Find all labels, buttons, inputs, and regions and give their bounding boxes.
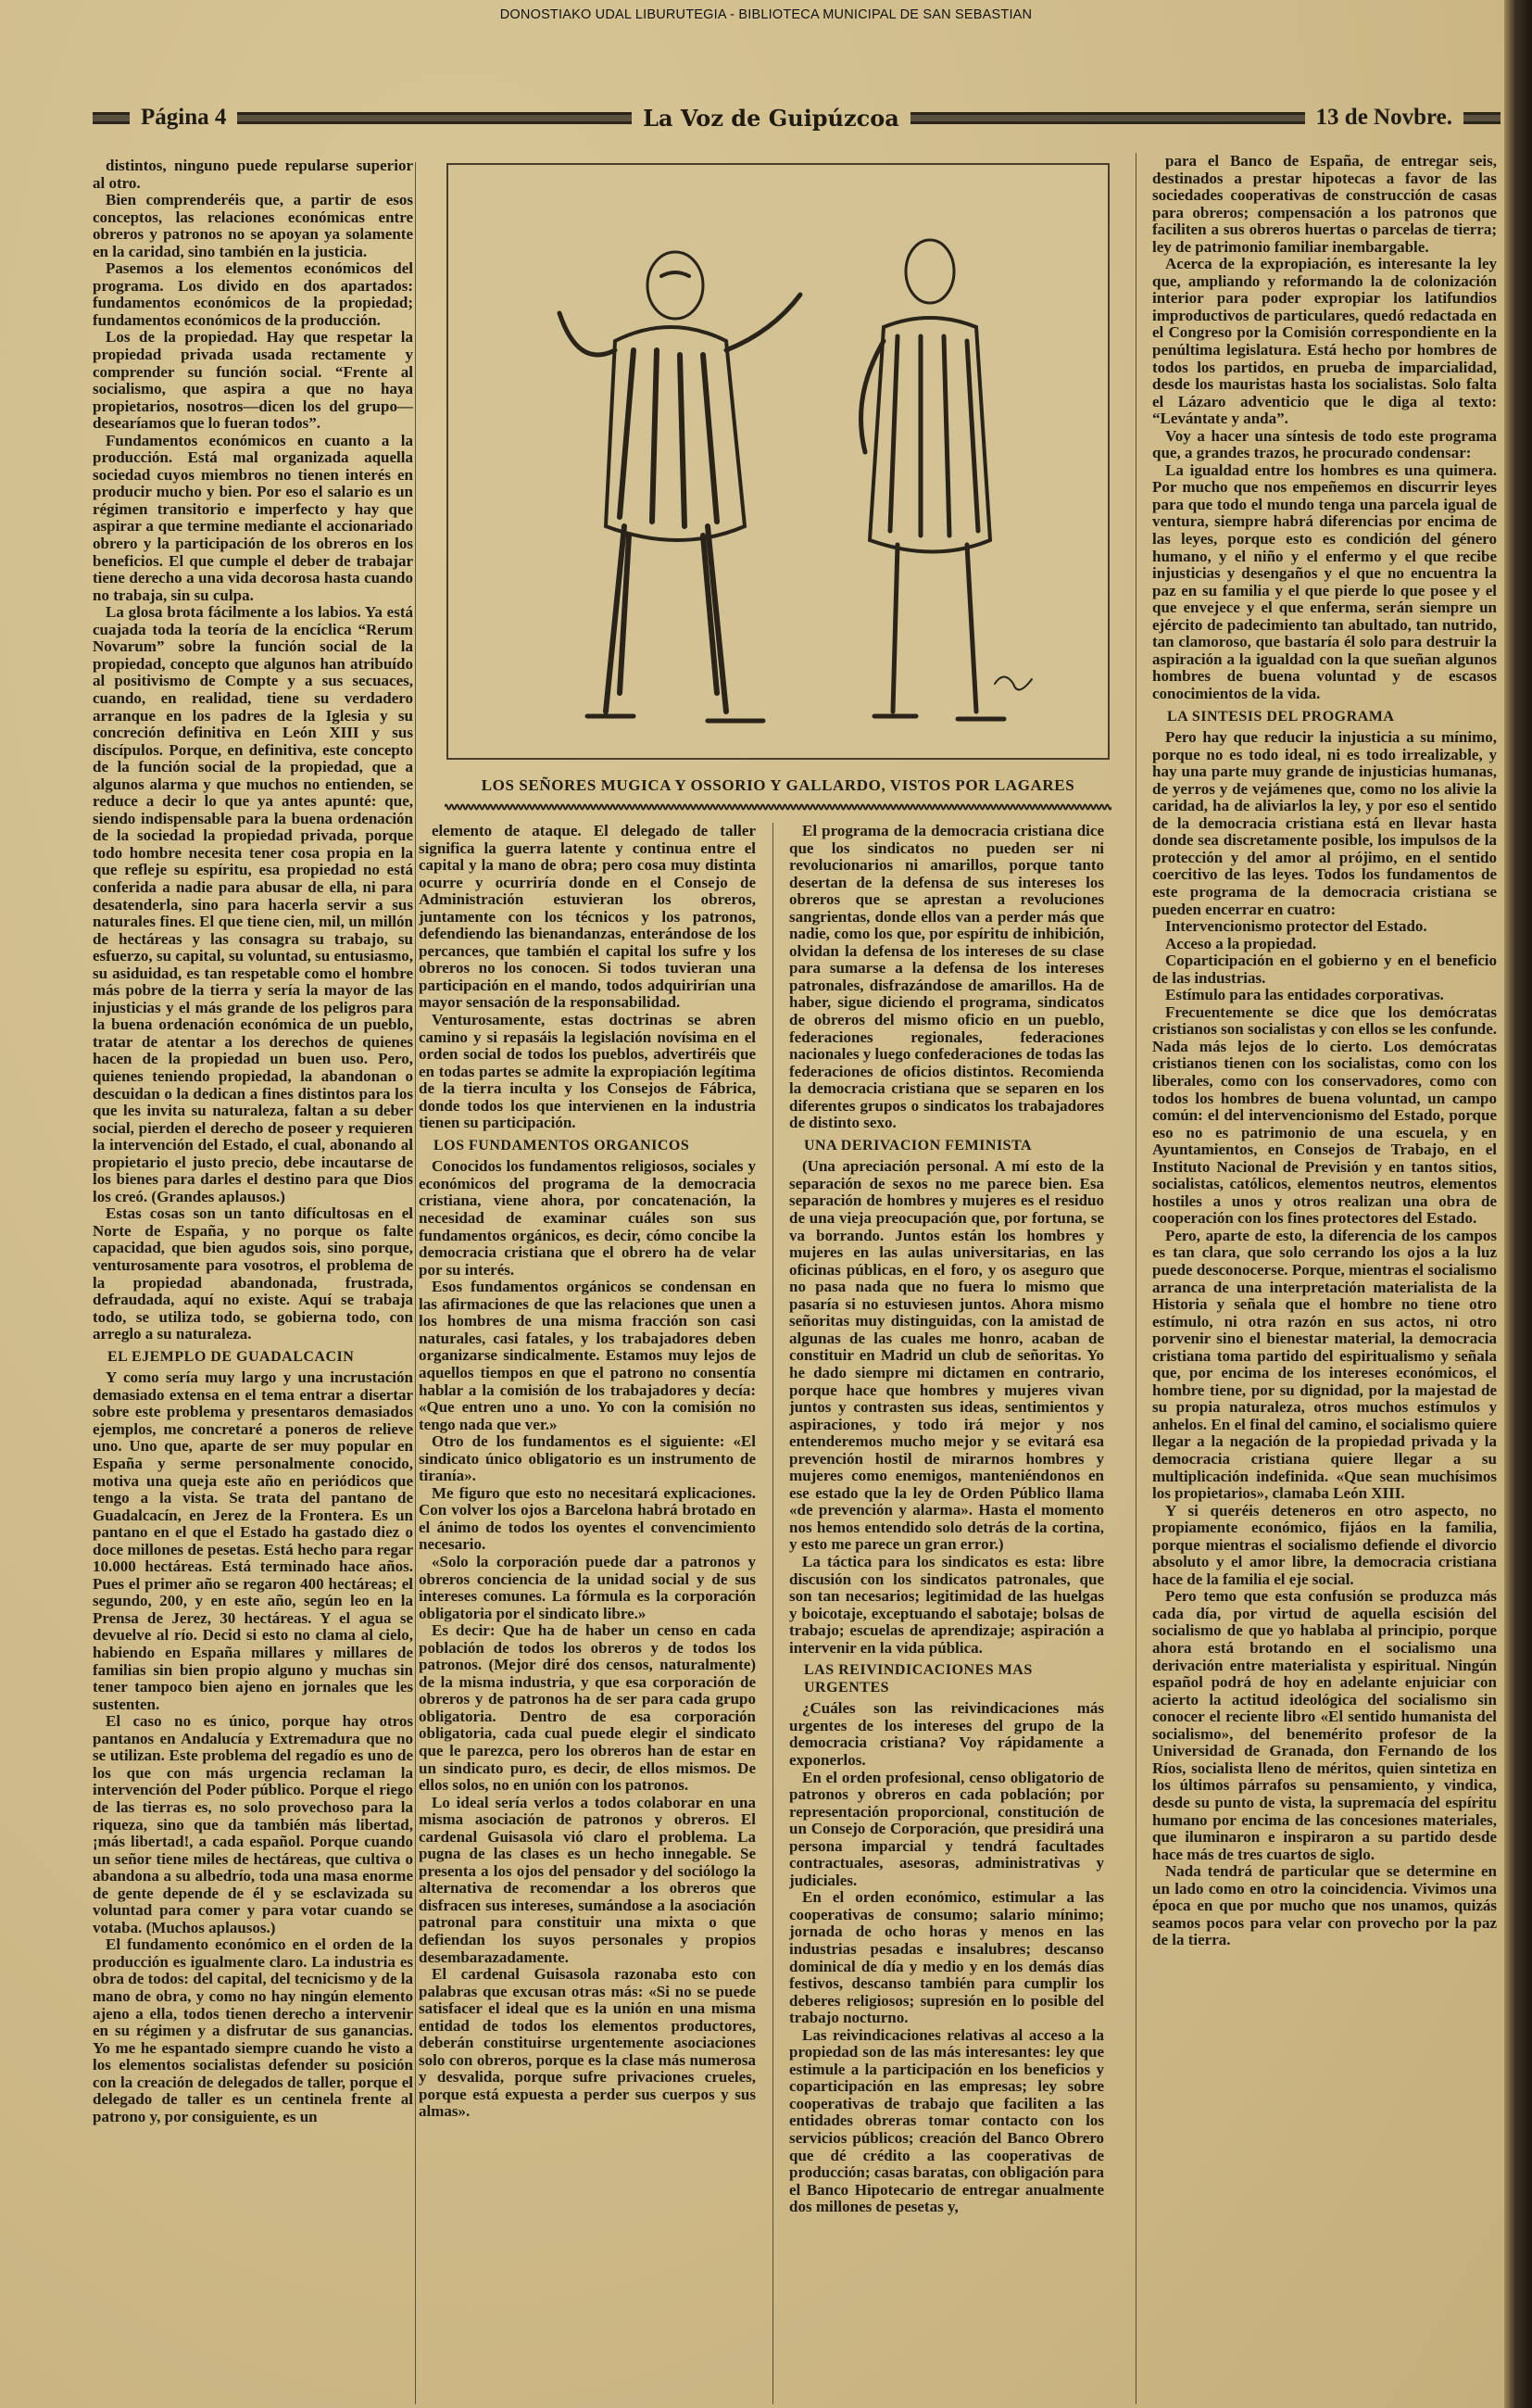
article-paragraph: Pasemos a los elementos económicos del programa. Los divido en dos apartados: fundamentos económicos de la propiedad; fundamentos económicos de la producción.	[93, 259, 413, 329]
article-paragraph: Y si queréis deteneros en otro aspecto, no propiamente económico, fijáos en la familia, porque mientras el socialismo defiende el divorcio absoluto y el amor libre, la democracia cristiana hace de la familia el eje social.	[1152, 1501, 1497, 1588]
masthead-rule	[237, 112, 632, 124]
page-number: Página 4	[141, 105, 227, 130]
article-column-2	[419, 823, 756, 2404]
article-paragraph: Lo ideal sería verlos a todos colaborar en una misma asociación de patronos y obreros. El cardenal Guisasola vió claro el problema. La pugna de las clases es un hecho innegable. Se presenta a los ojos del pensador y del sociólogo la alternativa de recomendar a los obreros que disfracen sus intereses, sumándose a la asociación patronal para constituir una mixta o que defiendan los suyos personales y propios desembarazadamente.	[419, 1793, 756, 1966]
article-paragraph: para el Banco de España, de entregar seis, destinados a prestar hipotecas a favor de las sociedades cooperativas de construcción de casas para obreros; compensación a los patronos que faciliten a sus obreros huertas o parcelas de tierra; ley de patrimonio familiar inembargable.	[1152, 153, 1497, 256]
article-paragraph: Otro de los fundamentos es el siguiente: «El sindicato único obligatorio es un instrumento de tiranía».	[419, 1432, 756, 1485]
article-paragraph: El fundamento económico en el orden de la producción es igualmente claro. La industria es obra de todos: del capital, del tecnicismo y de la mano de obra, y como no hay ningún elemento ajeno a ella, todos tienen derecho a intervenir en su régimen y a disfrutar de sus ganancias. Yo me he espantado siempre cuando he visto a los elementos socialistas defender su posición con la creación de delegados de taller, porque el delegado de taller es un centinela frente al patrono y, por consiguiente, es un	[93, 1935, 413, 2125]
article-paragraph: Pero, aparte de esto, la diferencia de los campos es tan clara, que solo cerrando los ojos a la luz puede desconocerse. Porque, mientras el socialismo arranca de una interpretación materialista de la Historia y señala que el hombre no tiene otro estímulo, ni otra razón en sus actos, ni otro porvenir sino el bienestar material, la democracia cristiana toma partido del espiritualismo y señala que, por encima de los intereses económicos, el hombre tiene, por su dignidad, por la majestad de su propia naturaleza, otros muchos estímulos y anhelos. En el final del camino, el socialismo quiere llegar a la negación de la propiedad privada y la democracia cristiana quiere llegar a su multiplicación indefinida. «Que sean muchísimos los propietarios», clamaba León XIII.	[1152, 1226, 1497, 1503]
article-paragraph: distintos, ninguno puede repularse superior al otro.	[93, 158, 413, 192]
article-paragraph: Pero hay que reducir la injusticia a su mínimo, porque no es todo ideal, ni es todo irrealizable, y hay una parte muy grande de injusticias humanas, de yerros y de vejámenes que, como no los alivie la caridad, ha de aliviarlos la ley, y por eso el sentido de la democracia cristiana está en llevar hasta donde sea discretamente posible, los impulsos de la protección y del amor al prójimo, en el sentido coercitivo de las leyes. Todos los fundamentos de este programa de la democracia cristiana se pueden encerrar en cuatro:	[1152, 728, 1497, 918]
article-paragraph: La táctica para los sindicatos es esta: libre discusión con los sindicatos patronales, que son tan necesarios; legitimidad de las huelgas y boicotaje, exceptuando el sabotaje; bolsas de trabajo; escuelas de aprendizaje; aspiración a intervenir en la vida pública.	[789, 1552, 1104, 1657]
article-paragraph: Me figuro que esto no necesitará explicaciones. Con volver los ojos a Barcelona habrá brotado en el ánimo de todos los oyentes el convencimiento necesario.	[419, 1483, 756, 1554]
article-paragraph: El caso no es único, porque hay otros pantanos en Andalucía y Extremadura que no se utilizan. Este problema del regadío es uno de los que con más urgencia reclaman la intervención del Poder público. Porque el riego de las tierras es, no solo provechoso para la riqueza, sino que da también más libertad, ¡más libertad!, a cada español. Porque cuando un señor tiene miles de hectáreas, que cultiva o abandona a su albedrío, toda una masa enorme de gente depende de él y se esclavizada su voluntad para comer y para votar cuando se votaba. (Muchos aplausos.)	[93, 1712, 413, 1936]
article-paragraph: En el orden profesional, censo obligatorio de patronos y obreros en cada población; por representación proporcional, constitución de un Consejo de Corporación, que presidirá una persona imparcial y tendrá facultades contractuales, asesoras, administrativas y judiciales.	[789, 1768, 1104, 1889]
article-paragraph: Intervencionismo protector del Estado.	[1165, 917, 1427, 936]
article-column-3	[789, 823, 1104, 2404]
article-paragraph: En el orden económico, estimular a las cooperativas de consumo; salario mínimo; jornada de ocho horas y menos en las industrias pesadas e insalubres; descanso dominical de día y medio y en los demás días festivos, descanso también para cumplir los deberes religiosos; supresión en lo posible del trabajo nocturno.	[789, 1888, 1104, 2027]
article-paragraph: Y como sería muy largo y una incrustación demasiado extensa en el tema entrar a disertar sobre este problema y presentaros demasiados ejemplos, me concretaré a poneros de relieve uno. Uno que, aparte de ser muy popular en España y serme personalmente conocido, motiva una queja este año en periódicos que tengo a la vista. Se trata del pantano de Guadalcacín, en Jerez de la Frontera. Es un pantano en el que el Estado ha gastado diez o doce millones de pesetas. Está hecho para regar 10.000 hectáreas. Está terminado hace años. Pues el primer año se regaron 400 hectáreas; el segundo, 200, y en este año, según leo en la Prensa de Jerez, 30 hectáreas. Y el agua se devuelve al río. Decid si esto no clama al cielo, habiendo en España millares y millares de familias sin bien propio alguno y muchas sin tener tampoco bien ajeno en jornales que les sustenten.	[93, 1368, 413, 1713]
article-paragraph: El cardenal Guisasola razonaba esto con palabras que excusan otras más: «Si no se puede satisfacer el ideal que es la unión en una misma entidad de todos los elementos productores, deberán constituirse urgentemente asociaciones solo con obreros, porque es la clase más numerosa y desvalida, porque sufre privaciones crueles, porque está expuesta a perder sus cuerpos y sus almas».	[419, 1965, 756, 2121]
article-paragraph: Las reivindicaciones relativas al acceso a la propiedad son de las más interesantes: ley que estimule a la participación en los beneficios y coparticipación en las empresas; ley sobre cooperativas de trabajo que faciliten a las entidades obreras tomar contacto con los servicios públicos; creación del Banco Obrero que dé crédito a las cooperativas de producción; casas baratas, con obligación para el Banco Hipotecario de entregar anualmente dos millones de pesetas y,	[789, 2025, 1104, 2216]
caricature-drawing	[448, 165, 1108, 758]
article-paragraph: «Solo la corporación puede dar a patronos y obreros conciencia de la unidad social y de sus intereses comunes. La fórmula es la corporación obligatoria por el sindicato libre.»	[419, 1552, 756, 1622]
masthead-rule	[910, 112, 1305, 124]
article-paragraph: Frecuentemente se dice que los demócratas cristianos son socialistas y con ellos se les confunde. Nada más lejos de lo cierto. Los demócratas cristianos tienen con los socialistas, como con los liberales, como con los conservadores, como con todos los hombres de buena voluntad, un campo común: el del intervencionismo del Estado, porque eso no es patrimonio de una escuela, y en Ayuntamientos, en Consejos de Trabajo, en el Instituto Nacional de Previsión y en tantos sitios, socialistas, católicos, elementos neutros, elementos hostiles a unos y otros realizan una obra de cooperación con los fines protectores del Estado.	[1152, 1002, 1497, 1228]
article-paragraph: (Una apreciación personal. A mí esto de la separación de sexos no me parece bien. Esa separación de hombres y mujeres es el residuo de una vieja preocupación que, por fortuna, se va borrando. Juntos están los hombres y mujeres en las aulas universitarias, en las oficinas públicas, en el foro, y os aseguro que no pasa nada que no fuera lo mismo que pasaría si no estuviesen juntos. Ahora mismo señoritas muy distinguidas, con la amistad de algunas de las cuales me honro, acaban de constituir en Madrid un club de señoritas. Yo he dado siempre mi dictamen en contrario, porque hace que hombres y mujeres vivan juntos y contrasten sus ideas, sentimientos y aspiraciones, y todo irá mejor y nos entenderemos mucho mejor y se evitará esa prevención hostil de mirarnos hombres y mujeres como enemigos, manteniéndonos en ese estado que la ley de Orden Público llama «de prevención y alarma». Hasta el momento nos hemos entendido solo detrás de la cortina, y esto me parece un gran error.)	[789, 1157, 1104, 1554]
issue-date: 13 de Novbre.	[1315, 105, 1452, 130]
article-paragraph: Acceso a la propiedad.	[1165, 934, 1317, 952]
article-paragraph: Voy a hacer una síntesis de todo este programa que, a grandes trazos, he procurado condensar:	[1152, 426, 1497, 462]
article-paragraph: elemento de ataque. El delegado de taller significa la guerra latente y continua entre el capital y la mano de obra; pero cosa muy distinta ocurre y ocurriría donde en el Consejo de Administración estuvieran los obreros, juntamente con los técnicos y los patronos, defendiendo las bienandanzas, enterándose de los percances, que también el capital los sufre y los obreros no los conocen. Si todos tuvieran una participación en el mando, todos adquirirían una mayor sensación de la responsabilidad.	[419, 823, 756, 1012]
article-paragraph: Venturosamente, estas doctrinas se abren camino y si repasáis la legislación novísima en el orden social de todos los pueblos, advertiréis que en todas partes se admite la expropiación legítima de la tierra inculta y los Consejos de Fábrica, donde todos los que intervienen en la industria tienen su participación.	[419, 1011, 756, 1132]
article-paragraph: Los de la propiedad. Hay que respetar la propiedad privada usada rectamente y comprender su función social. “Frente al socialismo, que aspira a que no haya propietarios, nosotros—dicen los del grupo— desearíamos que lo fueran todos”.	[93, 328, 413, 433]
article-column-4	[1152, 153, 1497, 2404]
article-paragraph: Es decir: Que ha de haber un censo en cada población de todos los obreros y de todos los patronos. (Mejor diré dos censos, naturalmente) de la misma industria, y que esa corporación de obreros y de patronos ha de ser para cada grupo obligatoria. Dentro de esa corporación obligatoria, cada cual puede elegir el sindicato que le parezca, pero los obreros han de estar en un sindicato puro, es decir, de ellos mismos. De ellos solos, no en unión con los patronos.	[419, 1621, 756, 1795]
wavy-divider	[445, 801, 1111, 813]
section-heading: LA SINTESIS DEL PROGRAMA	[1167, 708, 1395, 725]
section-heading: LOS FUNDAMENTOS ORGANICOS	[433, 1137, 690, 1154]
masthead-rule	[1463, 112, 1501, 124]
column-rule	[415, 162, 416, 2404]
article-paragraph: Esos fundamentos orgánicos se condensan en las afirmaciones de que las relaciones que unen a los hombres de una misma fracción son casi naturales, casi fatales, y los trabajadores deben organizarse sindicalmente. Estamos muy lejos de aquellos tiempos en que el patrono no consentía hablar a la comisión de los trabajadores y decía: «Que entren uno a uno. Yo con la comisión no tengo nada que ver.»	[419, 1278, 756, 1433]
article-paragraph: Nada tendrá de particular que se determine en un lado como en otro la coincidencia. Vivimos una época en que por mucho que nos unamos, quizás seamos pocos para velar con provecho por la paz de la tierra.	[1152, 1862, 1497, 1949]
article-paragraph: La igualdad entre los hombres es una quimera. Por mucho que nos empeñemos en discurrir leyes para que todo el mundo tenga una parcela igual de ventura, siempre habrá diferencias por encima de las leyes, porque esto es condición del género humano, y el niño y el enfermo y el que recibe injusticias y desengaños y el que no encuentra la paz en su familia y el que pierde lo que posee y el que envejece y el que enferma, serán siempre un ejército de padecimiento tan abultado, tan nutrido, tan clamoroso, que bastaría él solo para destruir la aspiración a la igualdad con la que sueñan algunos hombres de buena voluntad y de escasos conocimientos de la vida.	[1152, 460, 1497, 702]
section-heading: LAS REIVINDICACIONES MAS URGENTES	[804, 1662, 1033, 1696]
article-paragraph: Pero temo que esta confusión se produzca más cada día, por virtud de aquella escisión del socialismo de que yo hablaba al principio, porque ahora está brotando en el socialismo una derivación entre materialista y espiritual. Ningún español podrá de hoy en adelante enjuiciar con acierto la actitud ideológica del socialismo sin conocer el reciente libro «El sentido humanista del socialismo», del benemérito profesor de la Universidad de Granada, don Fernando de los Ríos, socialista lleno de méritos, quien sintetiza en los últimos párrafos su pensamiento, y vindica, desde su punto de vista, la supremacía del espíritu humano por encima de las concesiones materiales, que iluminaron e inspiraron a su partido desde hace más de tres cuartos de siglo.	[1152, 1587, 1497, 1863]
article-paragraph: ¿Cuáles son las reivindicaciones más urgentes de los intereses del grupo de la democracia cristiana? Voy rápidamente a exponerlos.	[789, 1699, 1104, 1769]
section-heading: EL EJEMPLO DE GUADALCACIN	[107, 1348, 355, 1365]
article-paragraph: El programa de la democracia cristiana dice que los sindicatos no pueden ser ni revolucionarios ni amarillos, porque tanto desertan de la defensa de sus intereses los obreros que se aprestan a revoluciones sangrientas, donde ellos van a perder más que nadie, como los que, por espíritu de inhibición, olvidan la defensa de los intereses de su clase para sumarse a la defensa de los intereses patronales, disfrazándose de amarillos. Ha de haber, sigue diciendo el programa, sindicatos de obreros del mismo oficio en un pueblo, federaciones regionales, federaciones nacionales y luego confederaciones de todas las federaciones de oficios distintos. Recomienda la democracia cristiana que se separen en los diferentes grupos o sindicatos los trabajadores de distinto sexo.	[789, 823, 1104, 1132]
article-paragraph: Estímulo para las entidades corporativas.	[1165, 986, 1444, 1004]
article-paragraph: Estas cosas son un tanto difícultosas en el Norte de España, y no porque os falte capacidad, que bien agudos sois, sino porque, venturosamente para vosotros, el problema de la propiedad abandonada, frustrada, defraudada, aquí no existe. Aquí se trabaja todo, se utiliza todo, se gobierna todo, con arreglo a su naturaleza.	[93, 1204, 413, 1343]
masthead-rule	[93, 112, 130, 124]
article-paragraph: Bien comprenderéis que, a partir de esos conceptos, las relaciones económicas entre obreros y patronos no se apoyan ya solamente en la caridad, sino también en la justicia.	[93, 191, 413, 260]
column-rule	[772, 823, 773, 2404]
article-paragraph: Coparticipación en el gobierno y en el beneficio de las industrias.	[1152, 952, 1497, 987]
article-paragraph: Acerca de la expropiación, es interesante la ley que, ampliando y reformando la de colonización interior para poder expropiar los latifundios improductivos de particulares, quedó redactada en el Congreso por la Comisión correspondiente en la penúltima legislatura. Está hecho por hombres de todos los partidos, en prueba de imparcialidad, desde los mauristas hasta los socialistas. Solo falta el Lázaro adventicio que le diga al texto: “Levántate y anda”.	[1152, 255, 1497, 428]
article-column-1	[93, 158, 413, 2404]
masthead	[93, 104, 1501, 132]
book-binding-edge	[1504, 0, 1532, 2408]
article-paragraph: Conocidos los fundamentos religiosos, sociales y económicos del programa de la democracia cristiana, viene ahora, por concatenación, la necesidad de examinar cuáles son sus fundamentos orgánicos, es decir, cómo concibe la democracia cristiana que el obrero ha de velar por su interés.	[419, 1157, 756, 1279]
article-paragraph: Fundamentos económicos en cuanto a la producción. Está mal organizada aquella sociedad cuyos miembros no tienen interés en producir mucho y bien. Por eso el salario es un régimen transitorio e imperfecto y hay que aspirar a que termine mediante el accionariado obrero y la participación de los obreros en los beneficios. El que cumple el deber de trabajar tiene derecho a una vida decorosa hasta cuando no trabaja, sin su culpa.	[93, 431, 413, 604]
article-paragraph: La glosa brota fácilmente a los labios. Ya está cuajada toda la teoría de la encíclica “Rerum Novarum” sobre la función social de la propiedad, concepto que algunos han atribuído al positivismo de Compte y a sus secuaces, cuando, en realidad, tiene su verdadero arranque en los padres de la Iglesia y su concreción definitiva en León XIII y sus discípulos. Porque, en definitiva, este concepto de la función social de la propiedad, que a algunos alarma y que muchos no entienden, se reduce a decir lo que ya antes apunté: que, siendo indispensable para la buena ordenación de la sociedad la propiedad privada, porque todo hombre necesita tener cosa propia en la que refleje su espíritu, esa propiedad no está conferida a nadie para abusar de ella, ni para desatenderla, sino para hacerla servir a sus naturales fines. El que tiene cien, mil, un millón de hectáreas y las consagra su trabajo, su esfuerzo, su capital, su voluntad, su entusiasmo, su asiduidad, es tan respetable como el hombre más pobre de la tierra y sería la mayor de las injusticias y el más grande de los peligros para la buena ordenación económica de un pueblo, tratar de atentar a los derechos de quienes hacen de la propiedad un buen uso. Pero, quienes teniendo propiedad, la abandonan o descuidan o la dedican a fines distintos para los que les invita su naturaleza, faltan a su deber social, pierden el derecho de poseer y requieren la intervención del Estado, el cual, abonando al propietario el justo precio, debe incautarse de los bienes para darles el destino para que Dios los creó. (Grandes aplausos.)	[93, 603, 413, 1205]
illustration-caption: LOS SEÑORES MUGICA Y OSSORIO Y GALLARDO, VISTOS POR LAGARES	[481, 776, 1075, 794]
section-heading: UNA DERIVACION FEMINISTA	[804, 1137, 1033, 1154]
newspaper-title: La Voz de Guipúzcoa	[643, 104, 899, 132]
caricature-illustration	[446, 163, 1110, 760]
archive-header: DONOSTIAKO UDAL LIBURUTEGIA - BIBLIOTECA MUNICIPAL DE SAN SEBASTIAN	[499, 7, 1033, 22]
